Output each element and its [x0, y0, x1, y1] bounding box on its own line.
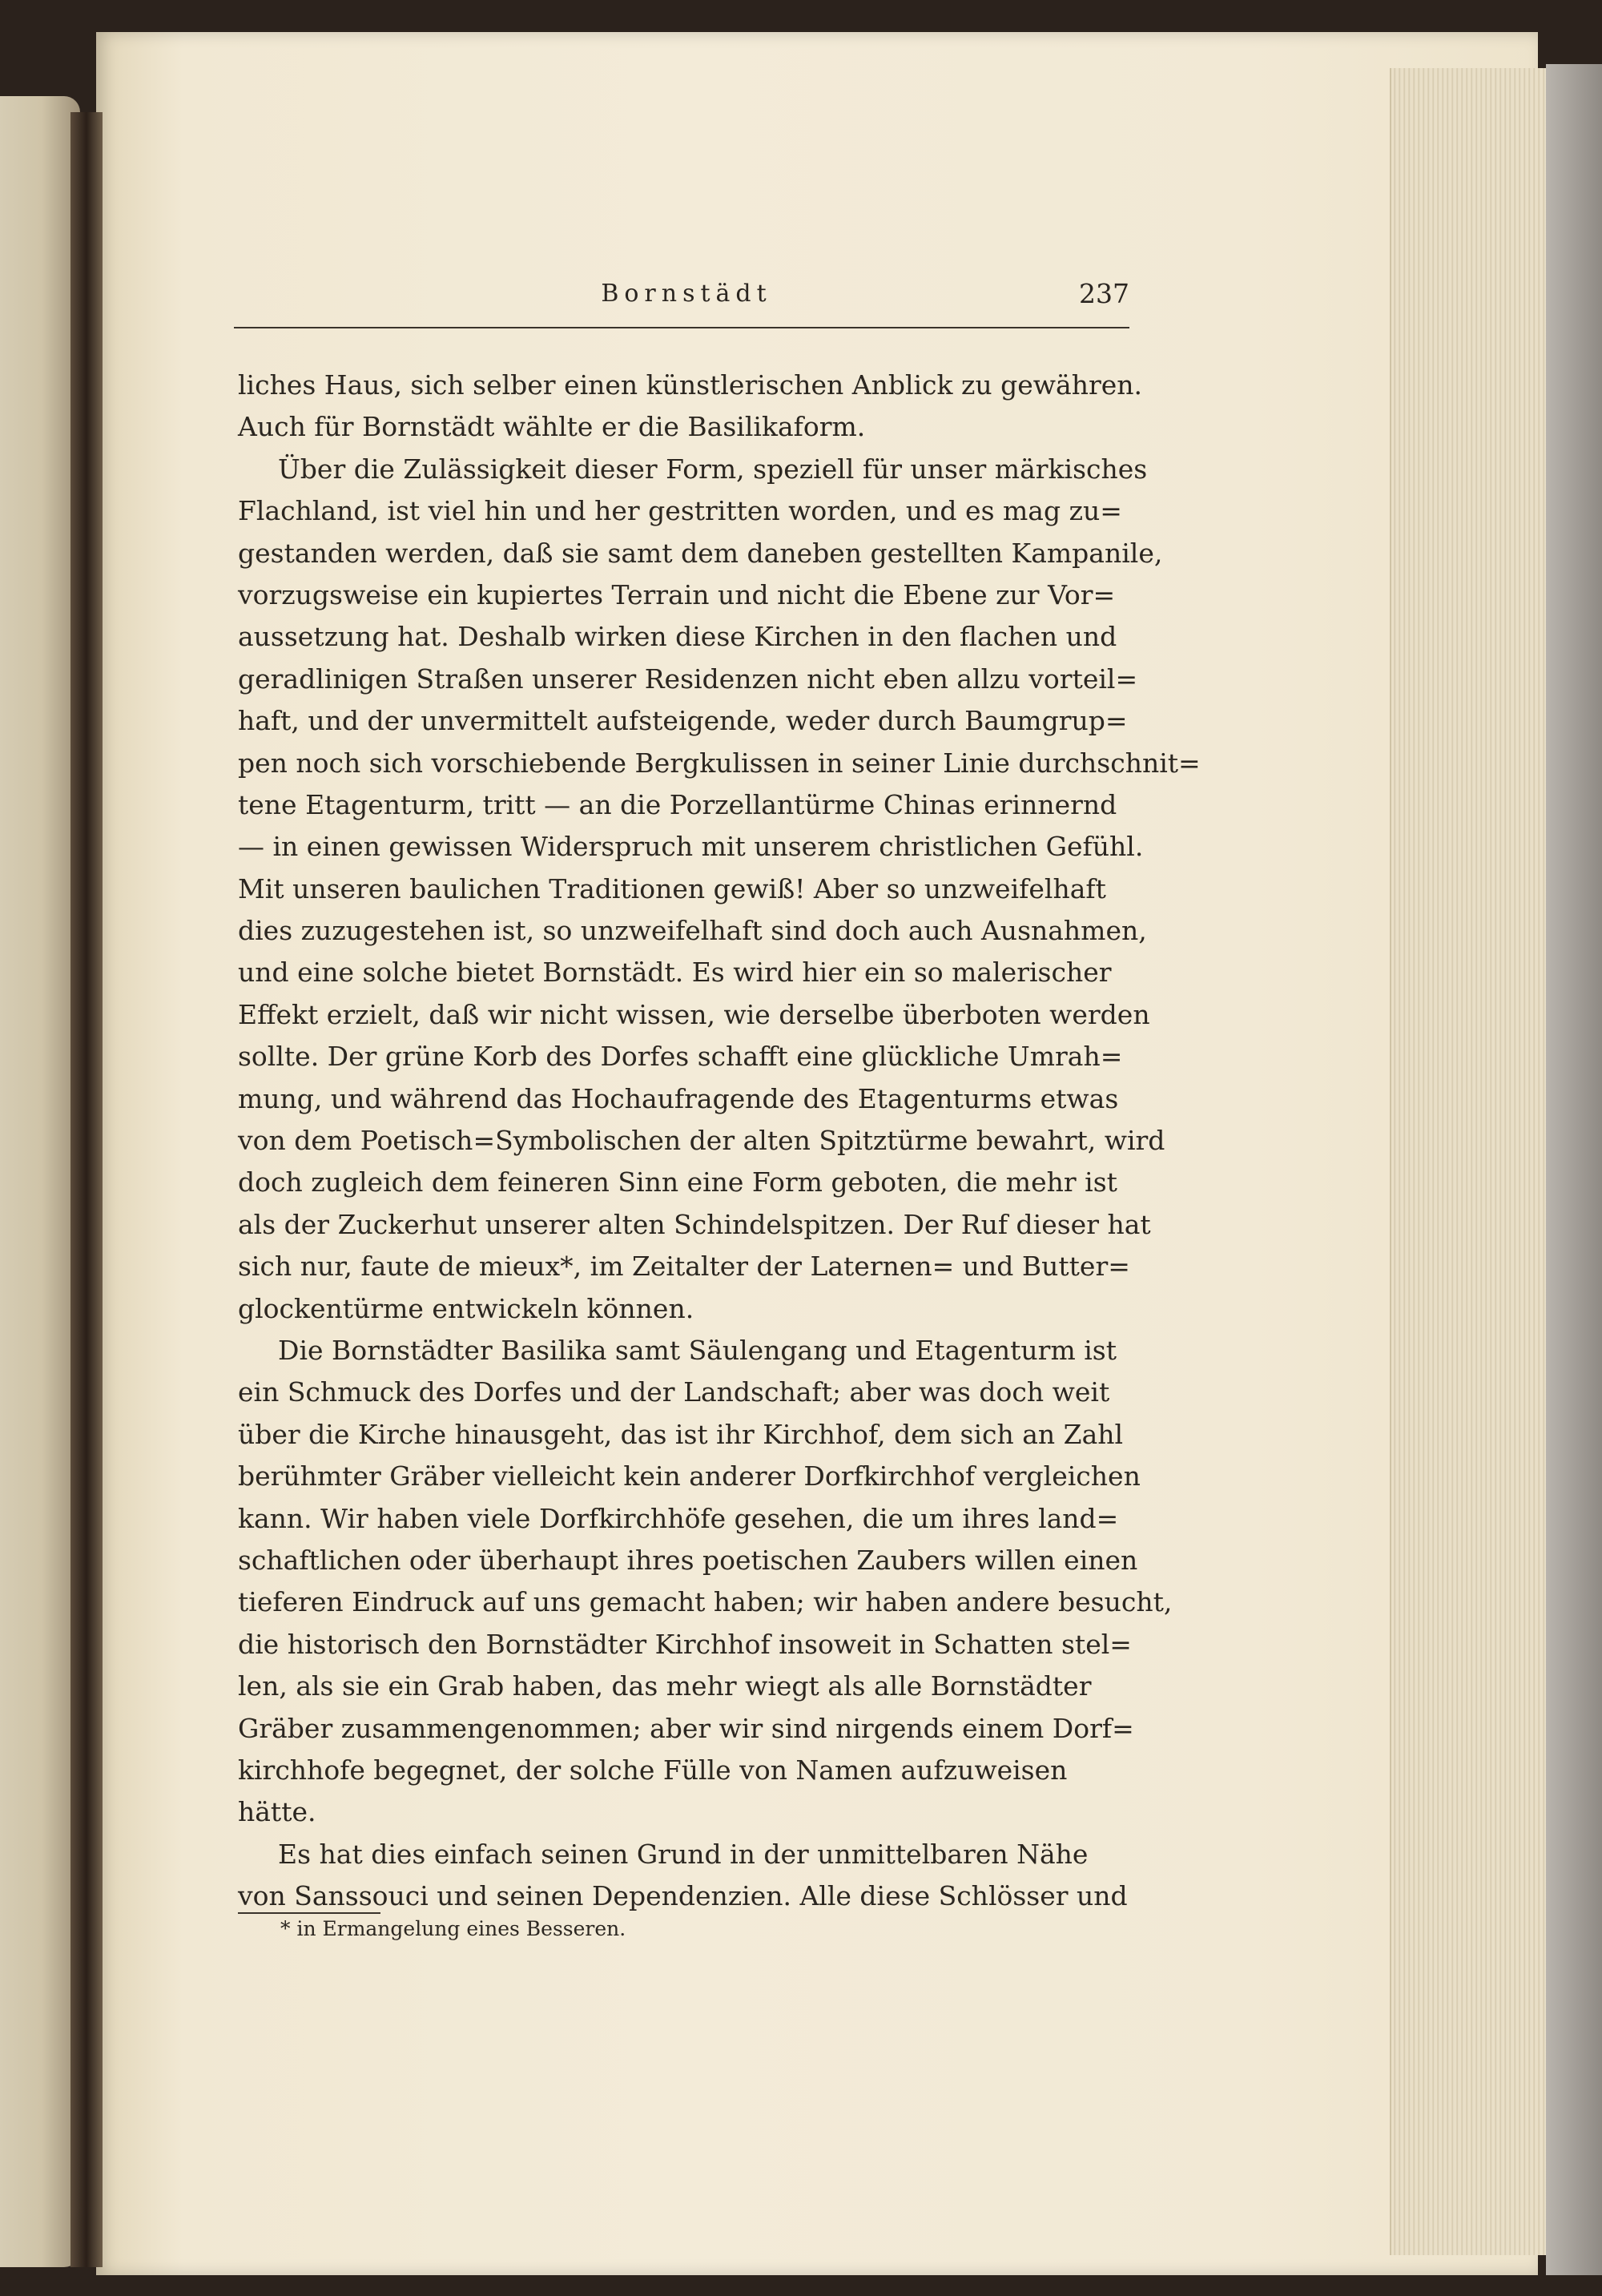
text-line: vorzugsweise ein kupiertes Terrain und nicht die Ebene zur Vor= [238, 578, 1116, 610]
text-line: berühmter Gräber vielleicht kein anderer Dorfkirchhof vergleichen [238, 1460, 1141, 1492]
text-line: die historisch den Bornstädter Kirchhof insoweit in Schatten stel= [238, 1628, 1132, 1660]
text-line: geradlinigen Straßen unserer Residenzen nicht eben allzu vorteil= [238, 663, 1138, 695]
text-line: gestanden werden, daß sie samt dem daneben gestellten Kampanile, [238, 537, 1163, 569]
paragraph-1 [238, 365, 1151, 449]
book-gutter [70, 112, 103, 2267]
text-line: — in einen gewissen Widerspruch mit unserem christlichen Gefühl. [238, 831, 1144, 863]
text-line: von Sanssouci und seinen Dependenzien. Alle diese Schlösser und [238, 1880, 1128, 1912]
text-line: kirchhofe begegnet, der solche Fülle von Namen aufzuweisen [238, 1754, 1068, 1786]
text-line: Flachland, ist viel hin und her gestritten worden, und es mag zu= [238, 495, 1122, 527]
text-line: tieferen Eindruck auf uns gemacht haben; wir haben andere besucht, [238, 1586, 1173, 1618]
text-line: als der Zuckerhut unserer alten Schindelspitzen. Der Ruf dieser hat [238, 1208, 1151, 1240]
text-line: und eine solche bietet Bornstädt. Es wird hier ein so malerischer [238, 957, 1112, 989]
text-line: sollte. Der grüne Korb des Dorfes schafft eine glückliche Umrah= [238, 1041, 1123, 1073]
text-line: haft, und der unvermittelt aufsteigende, weder durch Baumgrup= [238, 705, 1128, 737]
footnote: * in Ermangelung eines Besseren. [280, 1917, 626, 1940]
text-line: Gräber zusammengenommen; aber wir sind nirgends einem Dorf= [238, 1712, 1134, 1744]
text-line: len, als sie ein Grab haben, das mehr wiegt als alle Bornstädter [238, 1670, 1092, 1702]
running-title: Bornstädt [601, 280, 772, 308]
text-line: pen noch sich vorschiebende Bergkulissen in seiner Linie durchschnit= [238, 747, 1201, 779]
text-line: liches Haus, sich selber einen künstlerischen Anblick zu gewähren. [238, 369, 1143, 401]
text-line: aussetzung hat. Deshalb wirken diese Kirchen in den flachen und [238, 621, 1117, 653]
text-line: kann. Wir haben viele Dorfkirchhöfe gesehen, die um ihres land= [238, 1502, 1119, 1534]
paragraph-3 [238, 1330, 1173, 1834]
page-number: 237 [1079, 278, 1129, 309]
text-line: Auch für Bornstädt wählte er die Basilikaform. [238, 411, 866, 443]
text-line: mung, und während das Hochaufragende des Etagenturms etwas [238, 1082, 1119, 1114]
text-line: doch zugleich dem feineren Sinn eine Form geboten, die mehr ist [238, 1166, 1117, 1198]
body-text [238, 365, 1201, 1917]
paragraph-2 [238, 449, 1201, 1330]
text-line: ein Schmuck des Dorfes und der Landschaft; aber was doch weit [238, 1376, 1110, 1408]
footnote-rule [238, 1912, 380, 1914]
header-rule [234, 327, 1129, 328]
text-line: Die Bornstädter Basilika samt Säulengang und Etagenturm ist [278, 1334, 1117, 1366]
paragraph-4 [238, 1834, 1151, 1918]
text-line: dies zuzugestehen ist, so unzweifelhaft sind doch auch Ausnahmen, [238, 915, 1147, 947]
text-line: schaftlichen oder überhaupt ihres poetischen Zaubers willen einen [238, 1544, 1138, 1576]
text-line: tene Etagenturm, tritt — an die Porzellantürme Chinas erinnernd [238, 788, 1117, 820]
text-line: glockentürme entwickeln können. [238, 1292, 694, 1324]
text-line: sich nur, faute de mieux*, im Zeitalter der Laternen= und Butter= [238, 1251, 1130, 1283]
book-cover [1546, 64, 1602, 2275]
text-line: von dem Poetisch=Symbolischen der alten Spitztürme bewahrt, wird [238, 1125, 1165, 1157]
running-header [234, 275, 1129, 323]
text-line: Mit unseren baulichen Traditionen gewiß! Aber so unzweifelhaft [238, 872, 1106, 904]
text-line: Über die Zulässigkeit dieser Form, speziell für unser märkisches [278, 453, 1148, 485]
text-line: hätte. [238, 1796, 316, 1828]
text-line: über die Kirche hinausgeht, das ist ihr Kirchhof, dem sich an Zahl [238, 1418, 1124, 1450]
text-line: Es hat dies einfach seinen Grund in der unmittelbaren Nähe [278, 1838, 1089, 1870]
text-line: Effekt erzielt, daß wir nicht wissen, wie derselbe überboten werden [238, 998, 1150, 1030]
left-page-edge [0, 96, 80, 2267]
page-block-edge [1390, 68, 1552, 2255]
